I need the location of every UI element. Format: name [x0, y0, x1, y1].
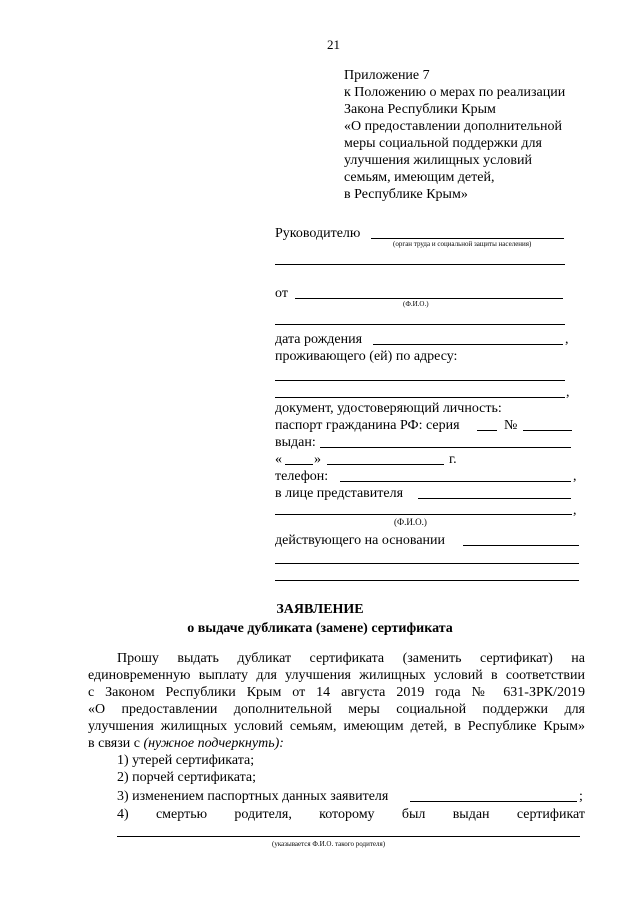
page-number: 21	[327, 37, 340, 52]
appendix-line: «О предоставлении дополнительной	[344, 119, 563, 134]
birth-field-line[interactable]	[373, 344, 563, 345]
issued-field-line[interactable]	[320, 447, 571, 448]
id-doc-label: документ, удостоверяющий личность:	[275, 401, 502, 416]
to-caption: (орган труда и социальной защиты населения)	[393, 240, 532, 248]
number-sign: №	[504, 418, 518, 433]
reason-line	[88, 735, 284, 752]
comma: ,	[573, 503, 577, 518]
comma: ,	[565, 332, 569, 347]
appendix-line: Приложение 7	[344, 68, 430, 83]
reason-item-1[interactable]: 1) утерей сертификата;	[117, 753, 255, 768]
appendix-line: в Республике Крым»	[344, 187, 468, 202]
date-open: «	[275, 452, 282, 467]
appendix-line: меры социальной поддержки для	[344, 136, 542, 151]
reason-item-2[interactable]: 2) порчей сертификата;	[117, 770, 256, 785]
passport-number-line[interactable]	[523, 430, 572, 431]
phone-label: телефон:	[275, 469, 329, 484]
reason-prefix: в связи с	[88, 736, 144, 751]
year-suffix: г.	[449, 452, 457, 467]
to-label: Руководителю	[275, 226, 361, 241]
parent-fio-caption: (указывается Ф.И.О. такого родителя)	[272, 840, 386, 848]
parent-fio-line[interactable]	[117, 836, 580, 837]
paragraph-line: Прошу выдать дубликат сертификата (заменить сертификат) на	[117, 651, 585, 666]
date-close: »	[314, 452, 321, 467]
appendix-line: улучшения жилищных условий	[344, 153, 532, 168]
phone-field-line[interactable]	[340, 481, 571, 482]
appendix-line: к Положению о мерах по реализации	[344, 85, 566, 100]
basis-field-line-2[interactable]	[275, 563, 579, 564]
comma: ,	[573, 469, 577, 484]
basis-field-line[interactable]	[463, 545, 579, 546]
issued-label: выдан:	[275, 435, 316, 450]
document-title: ЗАЯВЛЕНИЕ	[276, 602, 364, 617]
basis-label: действующего на основании	[275, 533, 446, 548]
rep-label: в лице представителя	[275, 486, 404, 501]
reason-note: (нужное подчеркнуть):	[143, 736, 284, 751]
address-field-line[interactable]	[275, 380, 565, 381]
reason-item-4[interactable]: 4) смертью родителя, которому был выдан сертификат	[117, 807, 585, 822]
passport-label: паспорт гражданина РФ: серия	[275, 418, 460, 433]
reason-item-3[interactable]: 3) изменением паспортных данных заявителя	[117, 789, 389, 804]
fio-caption: (Ф.И.О.)	[403, 300, 429, 308]
document-subtitle: о выдаче дубликата (замене) сертификата	[187, 621, 453, 636]
address-label: проживающего (ей) по адресу:	[275, 349, 458, 364]
basis-field-line-3[interactable]	[275, 580, 579, 581]
item3-end: ;	[579, 789, 583, 804]
rep-field-line[interactable]	[418, 498, 571, 499]
from-field-line[interactable]	[295, 298, 563, 299]
address-field-line-2[interactable]	[275, 397, 565, 398]
issued-day-line[interactable]	[285, 464, 313, 465]
appendix-line: Закона Республики Крым	[344, 102, 496, 117]
passport-change-line[interactable]	[410, 801, 577, 802]
to-field-line-2[interactable]	[275, 264, 565, 265]
passport-series-line[interactable]	[477, 430, 497, 431]
paragraph-line: «О предоставлении дополнительной меры социальной поддержки для	[88, 702, 585, 717]
from-field-line-2[interactable]	[275, 324, 565, 325]
fio-caption-2: (Ф.И.О.)	[394, 517, 427, 527]
paragraph-line: улучшения жилищных условий семьям, имеющим детей, в Республике Крым»	[88, 719, 585, 734]
to-field-line[interactable]	[371, 238, 564, 239]
issued-date-line[interactable]	[327, 464, 444, 465]
from-label: от	[275, 286, 288, 301]
birth-label: дата рождения	[275, 332, 363, 347]
rep-field-line-2[interactable]	[275, 514, 572, 515]
paragraph-line: единовременную выплату для улучшения жилищных условий в соответствии	[88, 668, 585, 683]
appendix-line: семьям, имеющим детей,	[344, 170, 495, 185]
comma: ,	[566, 385, 570, 400]
paragraph-line: с Законом Республики Крым от 14 августа 2019 года № 631-ЗРК/2019	[88, 685, 585, 700]
